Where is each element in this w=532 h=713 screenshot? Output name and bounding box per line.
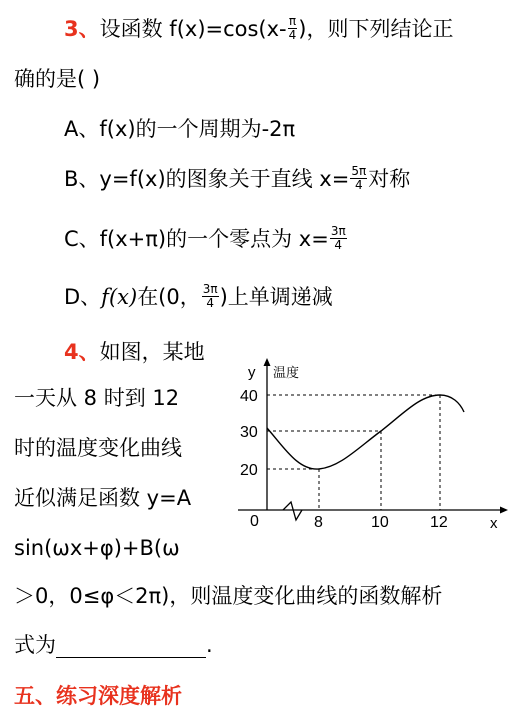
q3-option-d-frac-num: 3π [202,281,218,296]
y-axis-arrow-icon [264,358,271,366]
q4-number: 4 [64,340,79,364]
q4-line-6: ＞0，0≤φ＜2π)，则温度变化曲线的函数解析 [14,584,443,608]
q3-option-a: A、f(x)的一个周期为-2π [64,117,296,141]
q3-option-b [64,163,411,194]
q3-number: 3 [64,17,79,41]
x-axis-arrow-icon [500,507,508,514]
q3-separator: 、 [78,17,100,41]
q4-line-5: sin(ωx+φ)+B(ω [14,536,180,560]
y-tick-20: 20 [240,462,258,479]
q3-stem-frac-num: π [288,13,297,28]
q3-option-b-tail: 对称 [368,167,411,191]
x-tick-8: 8 [314,514,323,531]
y-tick-40: 40 [240,388,258,405]
q3-option-b-fraction [350,165,367,192]
q4-line-1 [64,339,205,365]
origin-label: 0 [250,513,259,530]
q4-line-7 [14,632,213,658]
q3-option-d-tail: )上单调递减 [219,285,333,309]
q3-option-c-frac-num: 3π [330,223,346,238]
y-unit-label: 温度 [273,365,300,380]
q3-option-d-fraction [202,283,219,310]
answer-blank[interactable] [56,637,206,658]
q3-option-d-label: D、 [64,285,102,309]
q3-option-d-fx: f(x) [101,285,138,309]
q3-stem-frac-den: 4 [288,27,297,42]
q4-line-7-period: . [206,633,213,657]
q3-option-d-text: 在(0， [137,285,201,309]
q3-stem-fraction [288,15,298,42]
q3-option-b-frac-num: 5π [351,163,367,178]
x-tick-12: 12 [430,514,448,531]
q3-stem-line-1 [64,13,454,44]
y-axis-label: y [248,364,256,381]
q3-option-c-frac-den: 4 [334,237,343,252]
y-tick-30: 30 [240,424,258,441]
axis-break-icon [283,502,302,520]
q4-line-4: 近似满足函数 y=A [14,486,192,510]
q3-option-c [64,223,348,254]
q4-line-1-text: 如图，某地 [99,340,205,364]
q4-line-3: 时的温度变化曲线 [14,436,182,460]
q3-option-c-fraction [330,225,347,252]
q3-option-d [64,281,333,312]
q3-option-b-text: B、y=f(x)的图象关于直线 x= [64,167,350,191]
temperature-curve [267,395,464,469]
x-tick-10: 10 [371,514,389,531]
q3-option-b-frac-den: 4 [354,177,363,192]
q3-stem-a: 设函数 f(x)=cos(x- [99,17,287,41]
q4-line-7-text: 式为 [14,633,56,657]
q4-line-2: 一天从 8 时到 12 [14,386,180,410]
temperature-graph [228,350,518,535]
q3-option-d-frac-den: 4 [206,295,214,310]
q3-stem-b: )，则下列结论正 [298,17,454,41]
q3-stem-line-2: 确的是( ) [14,67,101,91]
q4-separator: 、 [78,340,100,364]
section-title: 五、练习深度解析 [14,684,182,708]
x-axis-label: x [490,515,498,532]
q3-option-c-text: C、f(x+π)的一个零点为 x= [64,227,329,251]
